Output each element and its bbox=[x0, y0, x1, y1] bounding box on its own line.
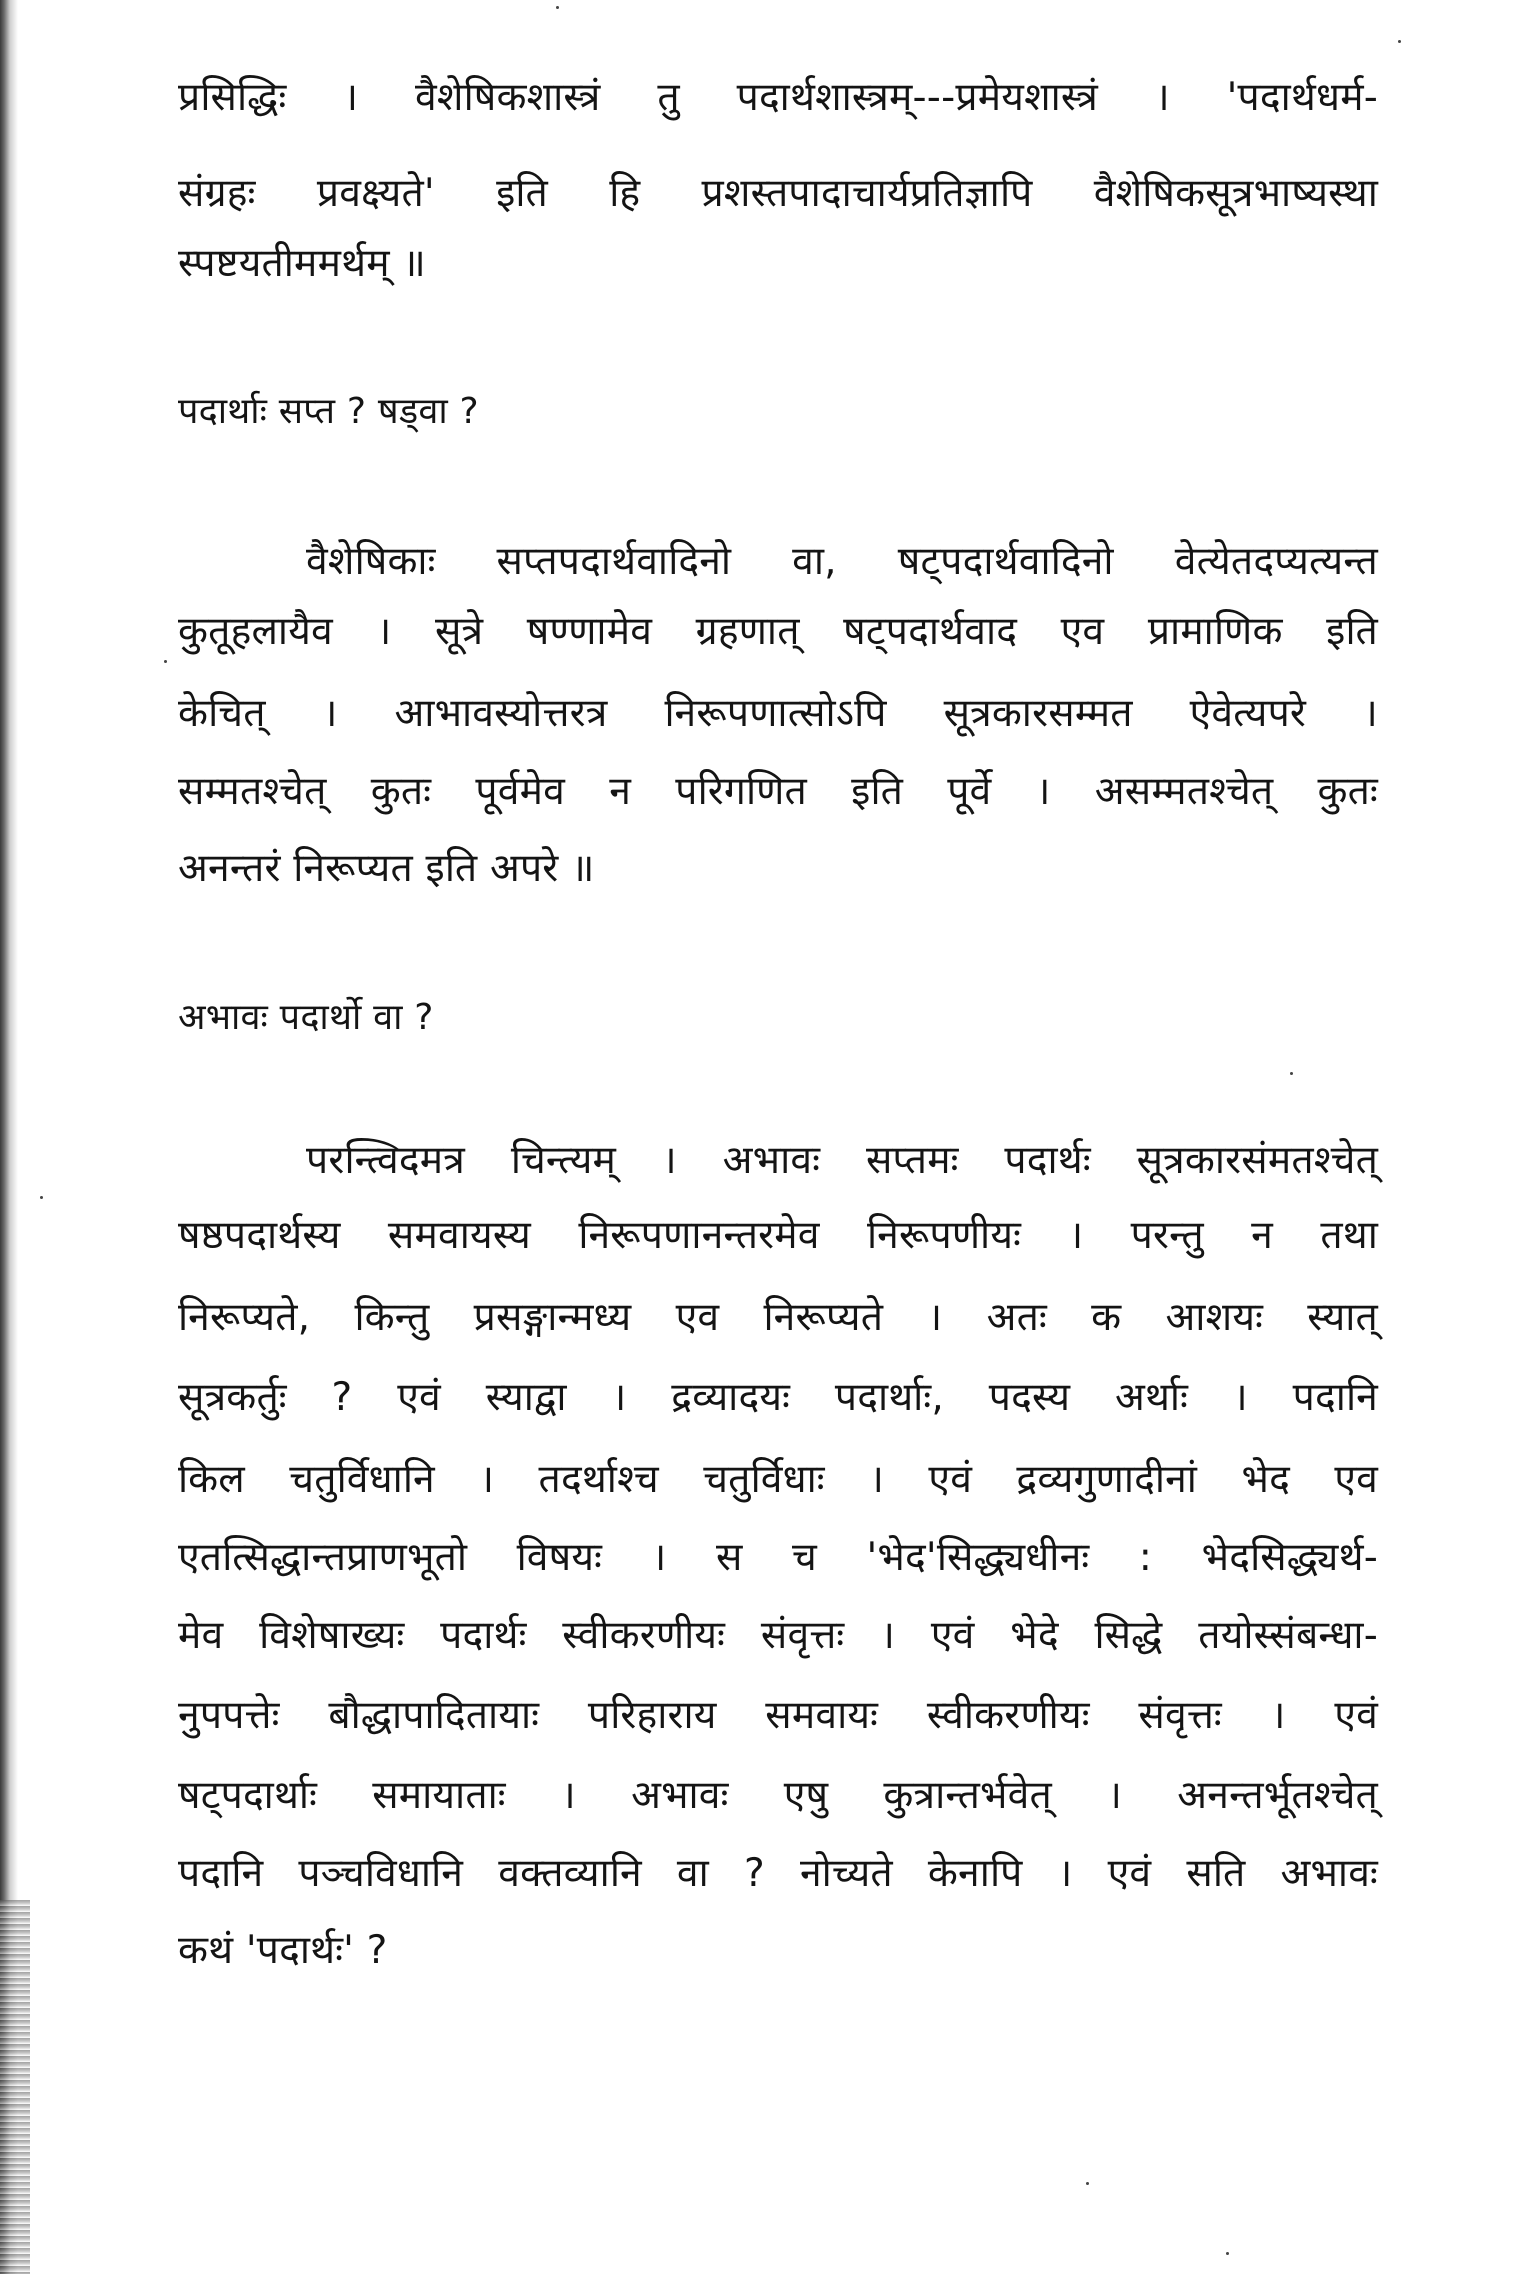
section-2-line-7: मेव विशेषाख्यः पदार्थः स्वीकरणीयः संवृत्तः । एवं भेदे सिद्धे तयोस्संबन्धा- bbox=[178, 1613, 1378, 1658]
section-2-line-1: परन्त्विदमत्र चिन्त्यम् । अभावः सप्तमः पदार्थः सूत्रकारसंमतश्चेत् bbox=[306, 1138, 1378, 1183]
section-heading-1: पदार्थाः सप्त ? षड्वा ? bbox=[178, 391, 479, 432]
section-1-line-2: कुतूहलायैव । सूत्रे षण्णामेव ग्रहणात् षट्पदार्थवाद एव प्रामाणिक इति bbox=[178, 609, 1378, 654]
scan-speck bbox=[556, 6, 559, 9]
scan-speck bbox=[1398, 40, 1401, 43]
scan-speck bbox=[1226, 2252, 1229, 2255]
section-2-line-5: किल चतुर्विधानि । तदर्थाश्च चतुर्विधाः । एवं द्रव्यगुणादीनां भेद एव bbox=[178, 1457, 1378, 1502]
section-2-line-3: निरूप्यते, किन्तु प्रसङ्गान्मध्य एव निरूप्यते । अतः क आशयः स्यात् bbox=[178, 1295, 1378, 1340]
intro-line-3: स्पष्टयतीममर्थम् ॥ bbox=[178, 241, 426, 286]
scan-speck bbox=[164, 660, 167, 663]
section-1-line-1: वैशेषिकाः सप्तपदार्थवादिनो वा, षट्पदार्थवादिनो वेत्येतदप्यत्यन्त bbox=[306, 539, 1378, 584]
scan-speck bbox=[40, 1196, 43, 1199]
scan-binding-shadow bbox=[0, 1900, 30, 2274]
section-2-line-2: षष्ठपदार्थस्य समवायस्य निरूपणानन्तरमेव निरूपणीयः । परन्तु न तथा bbox=[178, 1213, 1378, 1258]
scan-speck bbox=[1290, 1072, 1293, 1075]
section-2-line-9: षट्पदार्थाः समायाताः । अभावः एषु कुत्रान्तर्भवेत् । अनन्तर्भूतश्चेत् bbox=[178, 1773, 1378, 1818]
section-1-line-4: सम्मतश्चेत् कुतः पूर्वमेव न परिगणित इति पूर्वे । असम्मतश्चेत् कुतः bbox=[178, 769, 1378, 814]
section-heading-2: अभावः पदार्थो वा ? bbox=[178, 997, 434, 1038]
section-2-line-10: पदानि पञ्चविधानि वक्तव्यानि वा ? नोच्यते केनापि । एवं सति अभावः bbox=[178, 1851, 1378, 1896]
scan-speck bbox=[1086, 2182, 1089, 2185]
section-1-line-5: अनन्तरं निरूप्यत इति अपरे ॥ bbox=[178, 846, 595, 891]
section-1-line-3: केचित् । आभावस्योत्तरत्र निरूपणात्सोऽपि सूत्रकारसम्मत ऐवेत्यपरे । bbox=[178, 691, 1378, 736]
section-2-line-8: नुपपत्तेः बौद्धापादितायाः परिहाराय समवायः स्वीकरणीयः संवृत्तः । एवं bbox=[178, 1693, 1378, 1738]
section-2-line-6: एतत्सिद्धान्तप्राणभूतो विषयः । स च 'भेद'सिद्ध्यधीनः : भेदसिद्ध्यर्थ- bbox=[178, 1535, 1378, 1580]
section-2-line-11: कथं 'पदार्थः' ? bbox=[178, 1928, 388, 1973]
section-2-line-4: सूत्रकर्तुः ? एवं स्याद्वा । द्रव्यादयः पदार्थाः, पदस्य अर्थाः । पदानि bbox=[178, 1375, 1378, 1420]
intro-line-2: संग्रहः प्रवक्ष्यते' इति हि प्रशस्तपादाचार्यप्रतिज्ञापि वैशेषिकसूत्रभाष्यस्था bbox=[178, 171, 1378, 216]
intro-line-1: प्रसिद्धिः । वैशेषिकशास्त्रं तु पदार्थशास्त्रम्---प्रमेयशास्त्रं । 'पदार्थधर्म- bbox=[178, 75, 1378, 120]
